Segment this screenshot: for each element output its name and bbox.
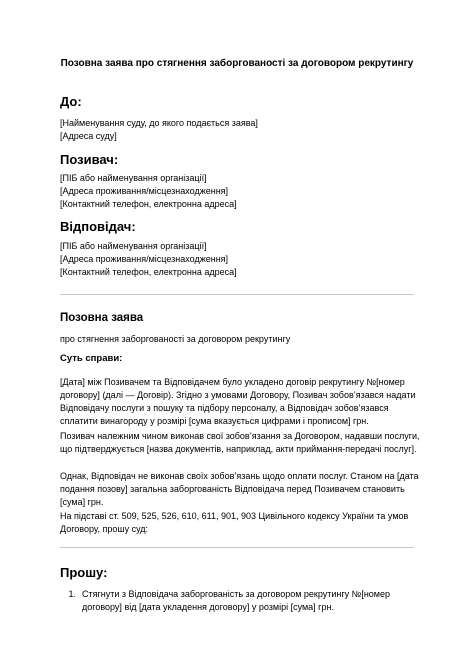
- case-paragraph-1: [Дата] між Позивачем та Відповідачем було укладено договір рекрутингу №[номер договору] (далі — Договір). Згідно з умовами Договору, Позивач зобов’язався надати Відповідачу послуги з пошуку та підбору персоналу, а Відповідач зобов’язався сплатити винагороду у розмірі [сума вказується цифрами і прописом] грн.: [60, 377, 416, 426]
- case-essence-heading: Суть справи:: [60, 353, 123, 364]
- plaintiff-name-placeholder: [ПІБ або найменування організації]: [60, 173, 207, 183]
- case-paragraph-3: Однак, Відповідач не виконав своїх зобов’язань щодо оплати послуг. Станом на [дата подання позову] загальна заборгованість Відповідача перед Позивачем становить [сума] грн.: [60, 471, 419, 507]
- case-paragraph-4: На підставі ст. 509, 525, 526, 610, 611, 901, 903 Цивільного кодексу України та умов Договору, прошу суд:: [60, 511, 409, 534]
- list-item-number: 1.: [68, 589, 76, 599]
- request-list: [60, 588, 420, 614]
- court-address-placeholder: [Адреса суду]: [60, 131, 117, 141]
- claim-subtitle: про стягнення заборгованості за договором рекрутингу: [60, 334, 291, 344]
- defendant-name-placeholder: [ПІБ або найменування організації]: [60, 241, 207, 251]
- defendant-contact-placeholder: [Контактний телефон, електронна адреса]: [60, 267, 237, 277]
- defendant-heading: Відповідач:: [60, 219, 136, 234]
- to-heading: До:: [60, 94, 82, 109]
- defendant-block: [60, 240, 237, 279]
- plaintiff-address-placeholder: [Адреса проживання/місцезнаходження]: [60, 186, 229, 196]
- document-title: Позовна заява про стягнення заборгованості за договором рекрутингу: [60, 58, 414, 69]
- list-item: [60, 588, 420, 614]
- plaintiff-contact-placeholder: [Контактний телефон, електронна адреса]: [60, 199, 237, 209]
- case-paragraph-2: Позивач належним чином виконав свої зобов’язання за Договором, надавши послуги, що підтверджується [назва документів, наприклад, акти приймання-передачі послуг].: [60, 431, 420, 454]
- section-divider-2: [60, 547, 414, 548]
- defendant-address-placeholder: [Адреса проживання/місцезнаходження]: [60, 254, 229, 264]
- to-block: [60, 117, 258, 143]
- court-name-placeholder: [Найменування суду, до якого подається заява]: [60, 118, 258, 128]
- plaintiff-heading: Позивач:: [60, 152, 119, 167]
- plaintiff-block: [60, 172, 237, 211]
- request-heading: Прошу:: [60, 565, 108, 580]
- section-divider: [60, 294, 414, 295]
- list-item-text: Стягнути з Відповідача заборгованість за договором рекрутингу №[номер договору] від [дата укладення договору] у розмірі [сума] грн.: [82, 589, 390, 612]
- claim-heading: Позовна заява: [60, 312, 144, 324]
